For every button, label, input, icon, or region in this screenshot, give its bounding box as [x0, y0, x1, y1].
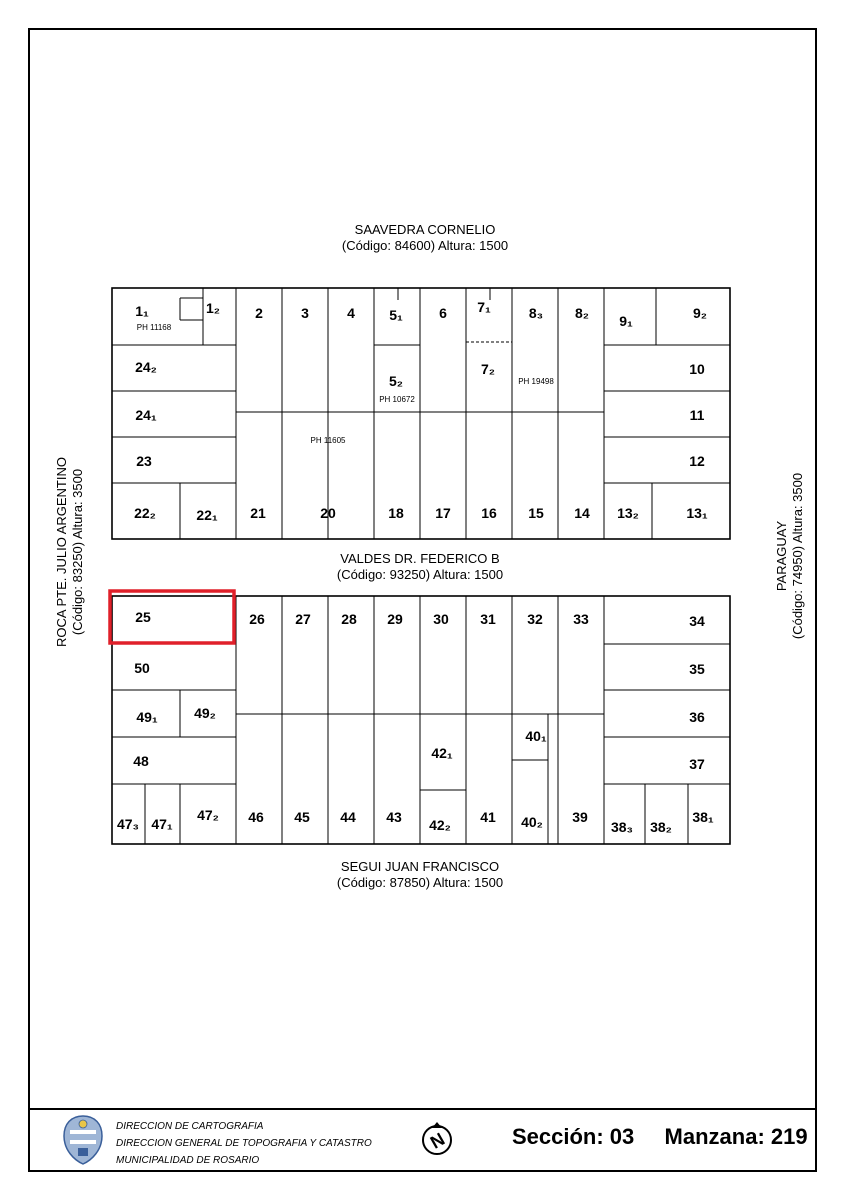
lot-42-2: 42₂ — [429, 817, 451, 833]
lot-21: 21 — [250, 505, 266, 521]
lot-22-1: 22₁ — [196, 507, 218, 523]
ph-19498: PH 19498 — [518, 377, 554, 386]
lot-18: 18 — [388, 505, 404, 521]
lot-44: 44 — [340, 809, 356, 825]
institution-line-2: DIRECCION GENERAL DE TOPOGRAFIA Y CATASTRO — [116, 1138, 372, 1149]
lot-10: 10 — [689, 361, 705, 377]
lot-42-1: 42₁ — [431, 745, 453, 761]
lot-31: 31 — [480, 611, 496, 627]
lot-3: 3 — [301, 305, 309, 321]
ph-11605: PH 11605 — [310, 436, 346, 445]
lot-26: 26 — [249, 611, 265, 627]
lot-38-1: 38₁ — [692, 809, 714, 825]
lot-35: 35 — [689, 661, 705, 677]
lot-7-2: 7₂ — [480, 361, 496, 377]
lot-24-1: 24₁ — [135, 407, 157, 423]
lot-47-1: 47₁ — [151, 816, 173, 832]
municipal-seal-icon — [62, 1114, 104, 1166]
lot-5-1: 5₁ — [389, 307, 403, 323]
ph-10672: PH 10672 — [379, 395, 415, 404]
street-middle: VALDES DR. FEDERICO B (Código: 93250) Altura: 1500 — [336, 551, 504, 582]
lot-9-1: 9₁ — [619, 313, 633, 329]
lot-25: 25 — [135, 609, 151, 625]
lot-8-3: 8₃ — [528, 305, 544, 321]
institution-line-3: MUNICIPALIDAD DE ROSARIO — [116, 1155, 260, 1166]
lot-17: 17 — [435, 505, 451, 521]
footer-divider — [28, 1108, 817, 1110]
lot-13-1: 13₁ — [686, 505, 708, 521]
highlight-lot-25 — [110, 591, 234, 643]
lot-12: 12 — [689, 453, 705, 469]
lot-14: 14 — [574, 505, 590, 521]
lot-33: 33 — [573, 611, 589, 627]
lot-13-2: 13₂ — [617, 505, 639, 521]
street-top: SAAVEDRA CORNELIO (Código: 84600) Altura: 1500 — [341, 222, 509, 253]
lot-48: 48 — [133, 753, 149, 769]
lot-20: 20 — [320, 505, 336, 521]
lot-39: 39 — [572, 809, 588, 825]
ph-11168: PH 11168 — [136, 323, 172, 332]
lot-37: 37 — [689, 756, 705, 772]
institution-text — [116, 1118, 372, 1169]
lot-4: 4 — [347, 305, 355, 321]
lot-49-1: 49₁ — [136, 709, 158, 725]
lot-24-2: 24₂ — [135, 359, 157, 375]
lot-38-2: 38₂ — [650, 819, 672, 835]
lot-16: 16 — [481, 505, 497, 521]
lot-49-2: 49₂ — [194, 705, 216, 721]
lot-5-2: 5₂ — [388, 373, 404, 389]
institution-line-1: DIRECCION DE CARTOGRAFIA — [116, 1121, 264, 1132]
lot-7-1: 7₁ — [477, 299, 491, 315]
lot-30: 30 — [433, 611, 449, 627]
section-block-label — [512, 1124, 808, 1150]
lot-40-2: 40₂ — [521, 814, 543, 830]
lot-45: 45 — [294, 809, 310, 825]
lot-11: 11 — [689, 407, 705, 423]
manzana-label: Manzana: 219 — [664, 1124, 808, 1149]
lot-46: 46 — [248, 809, 264, 825]
lot-27: 27 — [295, 611, 311, 627]
lot-8-2: 8₂ — [574, 305, 590, 321]
lot-1-1: 1₁ — [135, 303, 149, 319]
lot-47-3: 47₃ — [116, 816, 140, 832]
lot-43: 43 — [386, 809, 402, 825]
lot-40-1: 40₁ — [525, 728, 547, 744]
lot-36: 36 — [689, 709, 705, 725]
street-bottom: SEGUI JUAN FRANCISCO (Código: 87850) Altura: 1500 — [336, 859, 504, 890]
svg-text:N: N — [426, 1128, 449, 1153]
lot-47-2: 47₂ — [197, 807, 219, 823]
seccion-label: Sección: 03 — [512, 1124, 635, 1149]
lot-50: 50 — [134, 660, 150, 676]
street-left: ROCA PTE. JULIO ARGENTINO (Código: 83250) Altura: 3500 — [54, 457, 85, 647]
lot-23: 23 — [136, 453, 152, 469]
lot-34: 34 — [689, 613, 705, 629]
lot-9-2: 9₂ — [692, 305, 708, 321]
lot-6: 6 — [439, 305, 447, 321]
lot-2: 2 — [255, 305, 263, 321]
lot-38-3: 38₃ — [610, 819, 634, 835]
lot-15: 15 — [528, 505, 544, 521]
lot-1-2: 1₂ — [205, 300, 221, 316]
north-arrow-icon — [418, 1120, 456, 1158]
street-right: PARAGUAY (Código: 74950) Altura: 3500 — [774, 472, 805, 640]
lot-32: 32 — [527, 611, 543, 627]
lot-41: 41 — [480, 809, 496, 825]
lot-29: 29 — [387, 611, 403, 627]
lot-22-2: 22₂ — [134, 505, 156, 521]
lot-28: 28 — [341, 611, 357, 627]
